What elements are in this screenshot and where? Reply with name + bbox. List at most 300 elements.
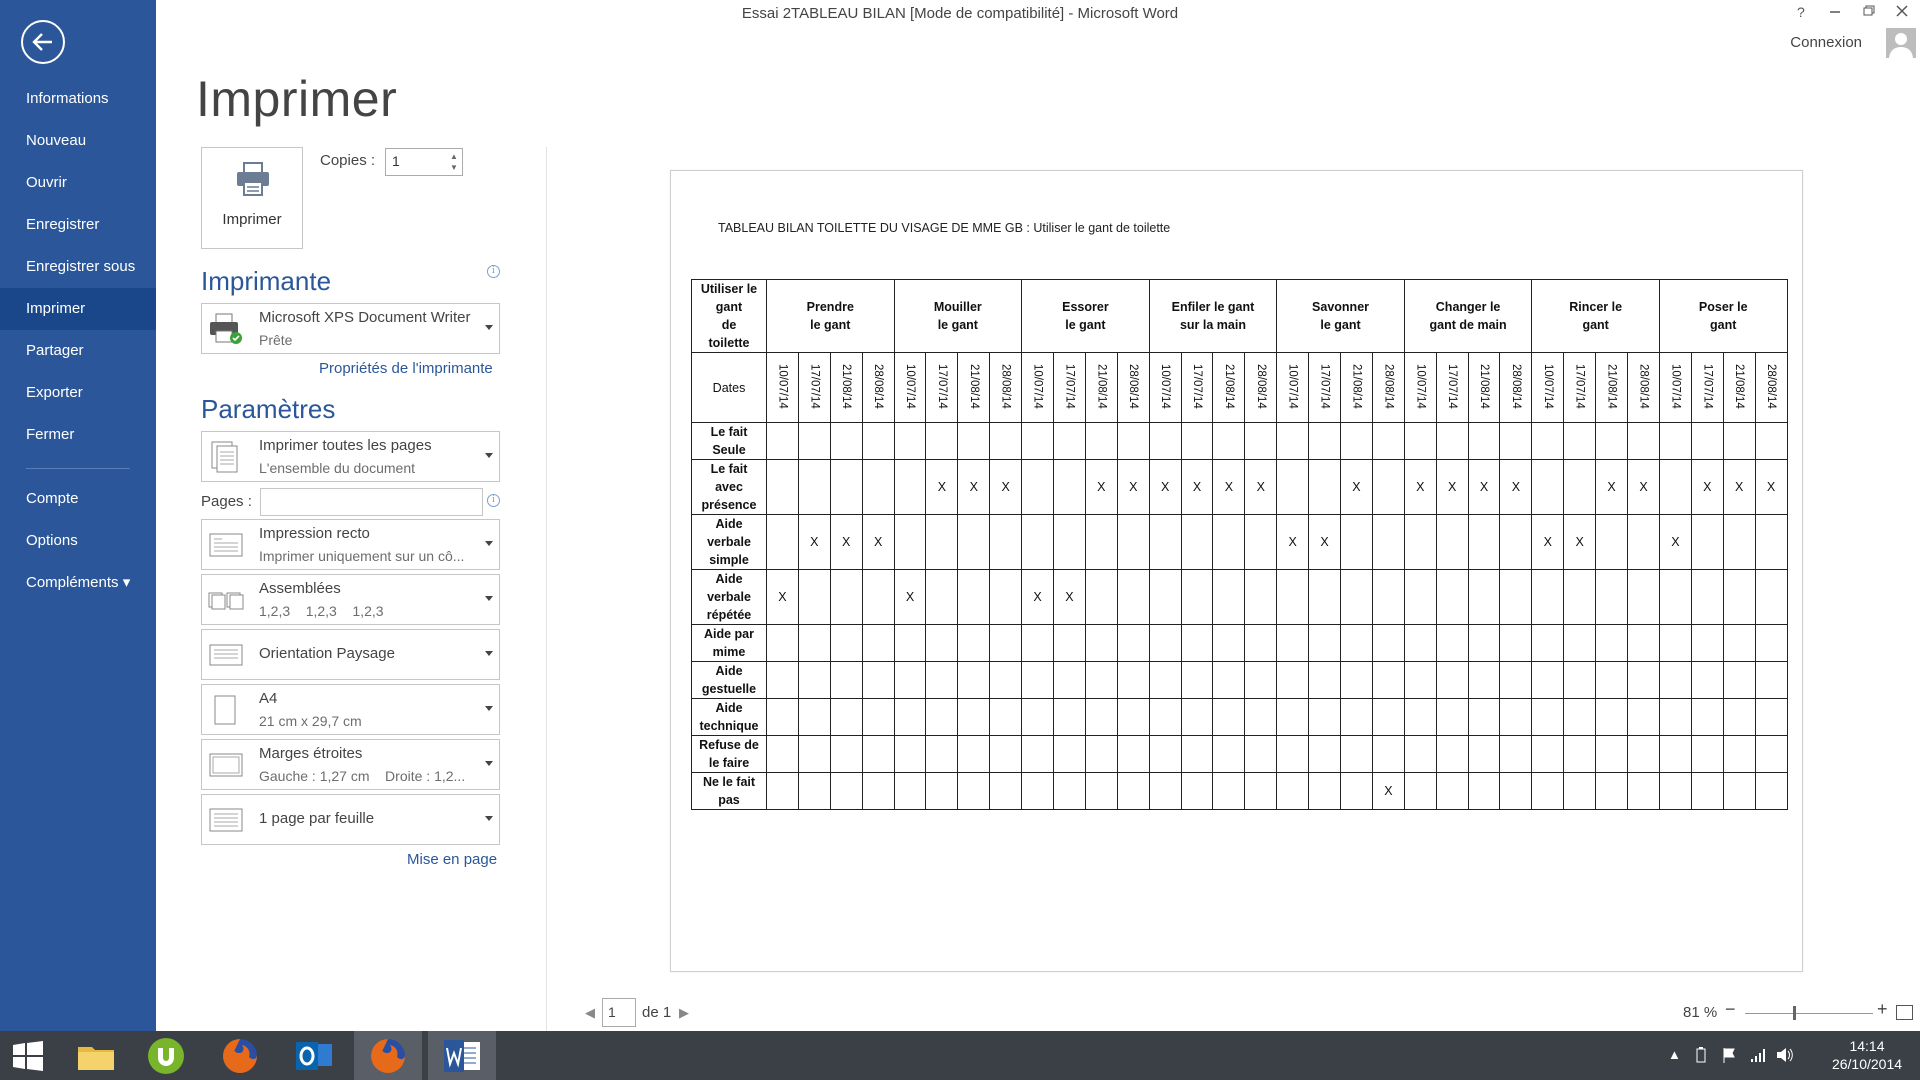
grid-cell [1659, 662, 1691, 699]
grid-cell [1564, 699, 1596, 736]
date-text: 21/08/14 [1095, 363, 1108, 409]
grid-cell [1628, 423, 1660, 460]
grid-cell [926, 625, 958, 662]
grid-cell [926, 699, 958, 736]
date-text: 10/07/14 [904, 363, 916, 409]
date-text: 17/07/14 [1573, 363, 1586, 409]
grid-cell [1404, 736, 1436, 773]
cell-text: Aide [715, 701, 743, 715]
cell-text: verbale [707, 590, 751, 604]
grid-cell [1117, 423, 1149, 460]
grid-cell [1659, 625, 1691, 662]
date-text: 10/07/14 [1031, 363, 1044, 409]
grid-cell [1245, 699, 1277, 736]
grid-cell [1436, 662, 1468, 699]
grid-cell [1691, 699, 1723, 736]
grid-cell [958, 662, 990, 699]
orientation-dropdown[interactable] [201, 629, 500, 680]
date-text: 21/08/14 [1350, 363, 1363, 409]
grid-cell [990, 773, 1022, 810]
cell-text: Le fait [710, 462, 748, 476]
grid-cell [1532, 662, 1564, 699]
grid-cell [767, 423, 799, 460]
grid-cell [1404, 423, 1436, 460]
paper-size-sub: 21 cm x 29,7 cm [259, 713, 362, 729]
date-text: 21/08/14 [1222, 363, 1235, 409]
grid-cell [798, 736, 830, 773]
grid-cell [1436, 570, 1468, 625]
margins-dropdown[interactable] [201, 739, 500, 790]
grid-cell [1054, 570, 1086, 625]
chevron-down-icon [485, 761, 493, 766]
grid-cell [1596, 736, 1628, 773]
grid-cell [1149, 736, 1181, 773]
grid-cell [1691, 423, 1723, 460]
start-icon[interactable] [0, 1031, 56, 1080]
cell-text: gestuelle [701, 682, 757, 696]
grid-cell [1691, 625, 1723, 662]
cell-text: le gant [1065, 318, 1106, 332]
file-explorer-icon[interactable] [62, 1031, 130, 1080]
grid-cell [1723, 460, 1755, 515]
grid-cell [1659, 515, 1691, 570]
grid-cell [1245, 662, 1277, 699]
margins-sub: Gauche : 1,27 cm Droite : 1,2... [259, 768, 466, 784]
grid-cell [1277, 570, 1309, 625]
grid-cell [1277, 773, 1309, 810]
grid-cell [1500, 736, 1532, 773]
grid-cell [1022, 699, 1054, 736]
grid-cell [1341, 625, 1373, 662]
grid-cell [1277, 515, 1309, 570]
grid-cell [1309, 423, 1341, 460]
grid-cell [1309, 662, 1341, 699]
date-text: 10/07/14 [1414, 363, 1427, 409]
grid-cell [1022, 423, 1054, 460]
table-row [692, 662, 1788, 699]
grid-cell [1245, 423, 1277, 460]
cell-mark: X [1001, 480, 1010, 494]
grid-cell [1054, 773, 1086, 810]
date-cell [1213, 353, 1245, 423]
cell-text: Utiliser le [700, 282, 758, 296]
grid-cell [1117, 570, 1149, 625]
cell-mark: X [1671, 535, 1680, 549]
grid-cell [1723, 570, 1755, 625]
step-header [1022, 280, 1150, 353]
printer-dropdown[interactable] [201, 303, 500, 354]
grid-cell [767, 662, 799, 699]
grid-cell [990, 515, 1022, 570]
grid-cell [1628, 625, 1660, 662]
zoom-to-page-icon[interactable] [1896, 1005, 1913, 1020]
row-header [692, 773, 767, 810]
grid-cell [926, 773, 958, 810]
step-header [1404, 280, 1532, 353]
grid-cell [1500, 570, 1532, 625]
date-cell [830, 353, 862, 423]
grid-cell [1468, 515, 1500, 570]
date-cell [1500, 353, 1532, 423]
zoom-slider[interactable] [1745, 1013, 1873, 1014]
grid-cell [1213, 570, 1245, 625]
cell-mark: X [1511, 480, 1521, 494]
date-cell [1532, 353, 1564, 423]
date-text: 28/08/14 [1765, 363, 1778, 409]
collate-dropdown[interactable] [201, 574, 500, 625]
grid-cell [1691, 736, 1723, 773]
grid-cell [1341, 423, 1373, 460]
grid-cell [1755, 773, 1787, 810]
date-cell [798, 353, 830, 423]
grid-cell [1181, 515, 1213, 570]
date-text: 17/07/14 [1701, 363, 1714, 409]
paper-size-dropdown[interactable] [201, 684, 500, 735]
grid-cell [1532, 570, 1564, 625]
nav-enregistrer[interactable]: Enregistrer [26, 216, 100, 233]
nav-options[interactable]: Options [26, 532, 78, 549]
row-header [692, 423, 767, 460]
grid-cell [1213, 515, 1245, 570]
page-number-input[interactable] [602, 998, 636, 1027]
grid-cell [1691, 460, 1723, 515]
grid-cell [862, 773, 894, 810]
nav-partager[interactable]: Partager [26, 342, 84, 359]
previous-page-icon[interactable]: ◀ [585, 1005, 595, 1020]
grid-cell [1054, 662, 1086, 699]
date-text: 21/08/14 [1605, 363, 1618, 409]
grid-cell [1564, 423, 1596, 460]
grid-cell [1213, 736, 1245, 773]
grid-cell [1596, 699, 1628, 736]
grid-cell [1022, 570, 1054, 625]
grid-cell [1468, 570, 1500, 625]
cell-text: Mouiller [933, 300, 982, 314]
cell-text: avec [715, 480, 743, 494]
printer-icon [234, 160, 272, 198]
grid-cell [862, 460, 894, 515]
cell-text: Seule [712, 443, 746, 457]
print-button-label: Imprimer [222, 211, 282, 228]
date-text: 21/08/14 [967, 363, 980, 409]
grid-cell [1372, 736, 1404, 773]
grid-cell [1564, 773, 1596, 810]
grid-cell [1213, 423, 1245, 460]
grid-cell [862, 662, 894, 699]
grid-cell [830, 460, 862, 515]
grid-cell [1500, 460, 1532, 515]
date-cell [767, 353, 799, 423]
grid-cell [1117, 515, 1149, 570]
grid-cell [830, 515, 862, 570]
back-arrow-icon[interactable] [21, 20, 65, 64]
collate-sub: 1,2,3 1,2,3 1,2,3 [259, 603, 384, 619]
grid-cell [1691, 515, 1723, 570]
firefox-icon[interactable] [354, 1031, 422, 1080]
cell-text: Aide [715, 572, 743, 586]
date-text: 28/08/14 [1637, 363, 1650, 409]
date-text: 17/07/14 [1318, 363, 1331, 409]
restore-button[interactable] [1862, 4, 1876, 21]
grid-cell [1149, 773, 1181, 810]
grid-cell [830, 662, 862, 699]
grid-cell [1149, 625, 1181, 662]
network-signal-icon[interactable] [1750, 1047, 1766, 1066]
sides-dropdown[interactable] [201, 519, 500, 570]
grid-cell [830, 625, 862, 662]
close-button[interactable] [1895, 4, 1909, 21]
word-icon[interactable] [428, 1031, 496, 1080]
table-row [692, 699, 1788, 736]
grid-cell [926, 736, 958, 773]
page-title: Imprimer [196, 71, 398, 127]
utorrent-icon[interactable] [132, 1031, 200, 1080]
cell-mark: X [1416, 480, 1425, 494]
grid-cell [798, 460, 830, 515]
cell-text: mime [712, 645, 746, 659]
action-center-flag-icon[interactable] [1722, 1047, 1736, 1066]
grid-cell [767, 460, 799, 515]
row-header [692, 515, 767, 570]
date-text: 28/08/14 [872, 363, 885, 409]
nav-informations[interactable]: Informations [26, 90, 109, 107]
pages-per-sheet-label: 1 page par feuille [259, 810, 375, 827]
date-cell [1085, 353, 1117, 423]
help-button[interactable]: ? [1797, 4, 1805, 20]
clock-date: 26/10/2014 [1831, 1056, 1903, 1072]
system-clock[interactable] [1822, 1037, 1912, 1073]
grid-cell [1532, 699, 1564, 736]
grid-cell [1277, 699, 1309, 736]
date-cell [1564, 353, 1596, 423]
grid-cell [958, 460, 990, 515]
collate-label: Assemblées [259, 580, 341, 597]
copies-label: Copies : [320, 152, 376, 169]
grid-cell [1691, 570, 1723, 625]
grid-cell [1723, 515, 1755, 570]
volume-icon[interactable] [1776, 1047, 1794, 1066]
grid-cell [1309, 625, 1341, 662]
cell-mark: X [1575, 535, 1584, 549]
grid-cell [894, 423, 926, 460]
page-per-sheet-icon [208, 803, 244, 837]
grid-cell [1436, 460, 1468, 515]
grid-cell [862, 625, 894, 662]
info-icon[interactable]: i [487, 494, 500, 507]
grid-cell [894, 570, 926, 625]
grid-cell [1149, 662, 1181, 699]
grid-cell [862, 736, 894, 773]
grid-cell [1022, 662, 1054, 699]
grid-cell [1596, 773, 1628, 810]
grid-cell [798, 423, 830, 460]
grid-cell [1500, 773, 1532, 810]
grid-cell [1054, 423, 1086, 460]
cell-text: Aide [715, 517, 743, 531]
grid-cell [1404, 460, 1436, 515]
cell-mark: X [905, 590, 915, 604]
print-button[interactable] [201, 147, 303, 249]
print-range-dropdown[interactable] [201, 431, 500, 482]
panel-divider [546, 147, 547, 1031]
minimize-button[interactable] [1828, 2, 1842, 19]
grid-cell [798, 625, 830, 662]
cell-text: gant de main [1429, 318, 1507, 332]
grid-cell [1404, 773, 1436, 810]
grid-cell [926, 460, 958, 515]
nav-complements[interactable]: Compléments ▾ [26, 574, 131, 591]
table-row [692, 736, 1788, 773]
nav-exporter[interactable]: Exporter [26, 384, 83, 401]
grid-cell [1085, 423, 1117, 460]
grid-cell [1341, 736, 1373, 773]
date-cell [1372, 353, 1404, 423]
zoom-level[interactable]: 81 % [1683, 1004, 1718, 1021]
cell-text: gant [1710, 318, 1737, 332]
grid-cell [1596, 570, 1628, 625]
cell-mark: X [1256, 480, 1265, 494]
nav-fermer[interactable]: Fermer [26, 426, 75, 443]
date-cell [1022, 353, 1054, 423]
cell-text: gant [1582, 318, 1609, 332]
grid-cell [990, 570, 1022, 625]
grid-cell [862, 423, 894, 460]
grid-cell [1149, 423, 1181, 460]
grid-cell [926, 423, 958, 460]
cell-text: simple [709, 553, 749, 567]
cell-mark: X [1129, 480, 1138, 494]
grid-cell [1181, 699, 1213, 736]
grid-cell [1564, 662, 1596, 699]
show-hidden-icons-icon[interactable]: ▲ [1668, 1047, 1681, 1062]
copies-value: 1 [392, 153, 400, 169]
signin-link[interactable]: Connexion [1790, 34, 1862, 51]
date-text: 17/07/14 [1191, 363, 1204, 409]
grid-cell [1532, 423, 1564, 460]
avatar[interactable] [1886, 28, 1916, 58]
cell-mark: X [1097, 480, 1106, 494]
nav-enregistrer-sous[interactable]: Enregistrer sous [26, 258, 136, 275]
pages-per-sheet-dropdown[interactable] [201, 794, 500, 845]
date-text: 21/08/14 [840, 363, 853, 409]
row-header [692, 570, 767, 625]
nav-imprimer[interactable]: Imprimer [0, 288, 156, 330]
grid-cell [1564, 570, 1596, 625]
cell-mark: X [1320, 535, 1329, 549]
grid-cell [1277, 736, 1309, 773]
grid-cell [894, 699, 926, 736]
grid-cell [1149, 570, 1181, 625]
date-text: 17/07/14 [1446, 363, 1459, 409]
cell-mark: X [1607, 480, 1616, 494]
grid-cell [830, 570, 862, 625]
step-header [894, 280, 1022, 353]
page-number-value: 1 [608, 1004, 616, 1020]
grid-cell [1054, 460, 1086, 515]
info-icon[interactable]: i [487, 265, 500, 278]
printer-properties-link[interactable]: Propriétés de l'imprimante [319, 360, 493, 377]
grid-cell [1213, 773, 1245, 810]
cell-text: gant [715, 300, 743, 314]
grid-cell [1117, 662, 1149, 699]
next-page-icon[interactable]: ▶ [679, 1005, 689, 1020]
date-cell [1245, 353, 1277, 423]
grid-cell [1213, 662, 1245, 699]
zoom-slider-thumb[interactable] [1793, 1006, 1796, 1020]
grid-cell [1341, 662, 1373, 699]
grid-cell [1022, 736, 1054, 773]
grid-cell [1085, 662, 1117, 699]
grid-cell [926, 515, 958, 570]
copies-spinner[interactable]: ▲ ▼ [450, 152, 458, 172]
grid-cell [1245, 625, 1277, 662]
grid-cell [1500, 515, 1532, 570]
nav-ouvrir[interactable]: Ouvrir [26, 174, 67, 191]
date-cell [1117, 353, 1149, 423]
chevron-down-icon [485, 453, 493, 458]
nav-compte[interactable]: Compte [26, 490, 79, 507]
date-cell [958, 353, 990, 423]
grid-cell [862, 699, 894, 736]
date-cell [1404, 353, 1436, 423]
cell-text: technique [699, 719, 759, 733]
taskbar [0, 1031, 1920, 1080]
grid-cell [1372, 460, 1404, 515]
grid-cell [1723, 699, 1755, 736]
grid-cell [1085, 699, 1117, 736]
print-range-label: Imprimer toutes les pages [259, 437, 432, 454]
grid-cell [1564, 460, 1596, 515]
grid-cell [958, 699, 990, 736]
grid-cell [1436, 699, 1468, 736]
grid-cell [1723, 736, 1755, 773]
grid-cell [767, 570, 799, 625]
date-cell [1723, 353, 1755, 423]
grid-cell [1181, 423, 1213, 460]
grid-cell [958, 515, 990, 570]
cell-text: Savonner [1312, 300, 1370, 314]
grid-cell [1628, 699, 1660, 736]
grid-cell [1341, 773, 1373, 810]
grid-cell [1691, 773, 1723, 810]
page-setup-link[interactable]: Mise en page [407, 851, 498, 868]
firefox-icon[interactable] [206, 1031, 274, 1080]
zoom-in-icon[interactable]: + [1877, 999, 1888, 1019]
zoom-out-icon[interactable]: − [1725, 999, 1736, 1019]
cell-mark: X [810, 535, 819, 549]
grid-cell [767, 736, 799, 773]
cell-mark: X [778, 590, 787, 604]
grid-cell [1309, 515, 1341, 570]
pages-input[interactable] [260, 488, 483, 516]
outlook-icon[interactable] [280, 1031, 348, 1080]
grid-cell [1755, 460, 1787, 515]
copies-input[interactable] [385, 148, 463, 176]
battery-icon[interactable] [1694, 1047, 1708, 1066]
grid-cell [1628, 460, 1660, 515]
grid-cell [1341, 515, 1373, 570]
cell-mark: X [1352, 480, 1361, 494]
grid-cell [1628, 570, 1660, 625]
cell-mark: X [937, 480, 947, 494]
grid-cell [1628, 662, 1660, 699]
nav-nouveau[interactable]: Nouveau [26, 132, 87, 149]
cell-mark: X [1384, 784, 1393, 798]
grid-cell [1755, 423, 1787, 460]
grid-cell [1468, 699, 1500, 736]
grid-cell [798, 773, 830, 810]
grid-cell [830, 773, 862, 810]
